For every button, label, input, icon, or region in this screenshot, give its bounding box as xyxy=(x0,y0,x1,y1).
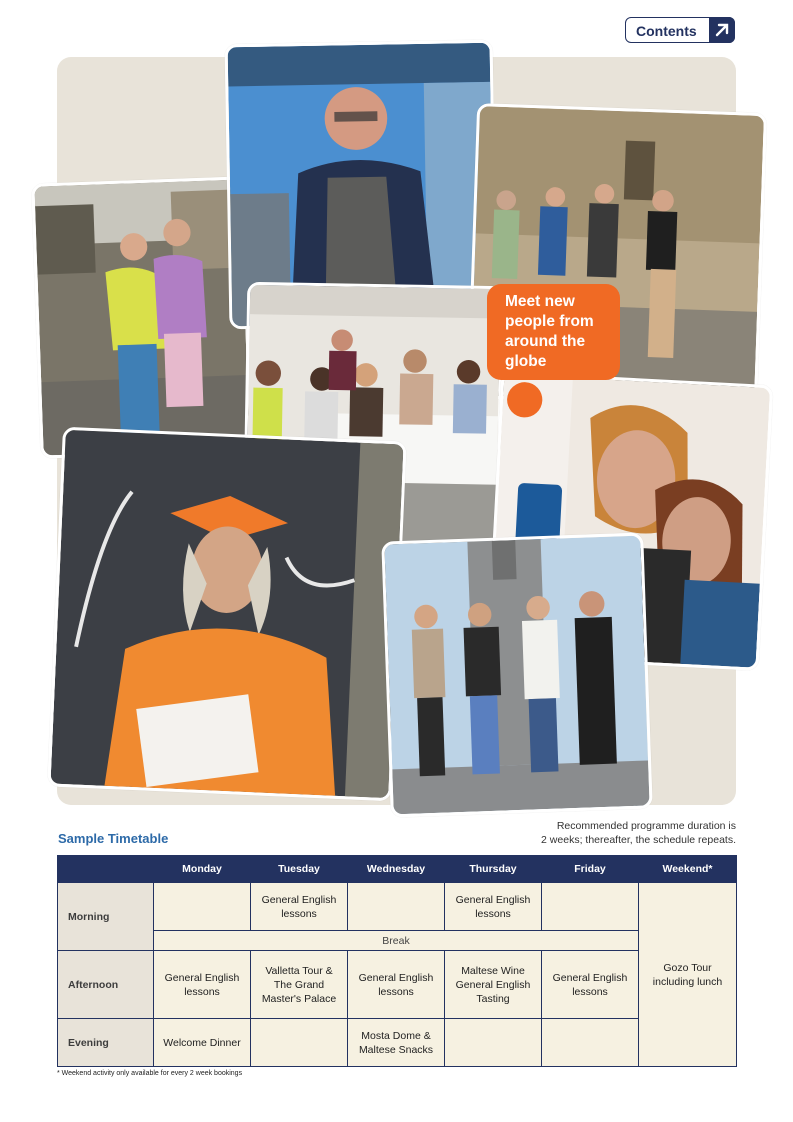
contents-label: Contents xyxy=(636,23,697,39)
timetable-note-line-2: 2 weeks; thereafter, the schedule repeats. xyxy=(541,834,736,846)
cell-morning-monday xyxy=(154,883,251,931)
cell-evening-tuesday xyxy=(251,1019,348,1067)
photo-street-friends xyxy=(31,176,252,458)
cell-morning-wednesday xyxy=(348,883,445,931)
cell-afternoon-thursday: Maltese Wine General English Tasting xyxy=(445,951,542,1019)
meet-people-callout xyxy=(487,284,620,380)
table-row-break xyxy=(58,931,737,951)
cell-afternoon-wednesday: General English lessons xyxy=(348,951,445,1019)
cell-break: Break xyxy=(154,931,639,951)
table-row-morning xyxy=(58,883,737,931)
header-tuesday: Tuesday xyxy=(251,856,348,883)
row-label-afternoon: Afternoon xyxy=(58,951,154,1019)
header-wednesday: Wednesday xyxy=(348,856,445,883)
header-weekend: Weekend* xyxy=(639,856,737,883)
callout-line-1: Meet new xyxy=(505,293,575,310)
cell-afternoon-tuesday: Valletta Tour & The Grand Master's Palace xyxy=(251,951,348,1019)
photo-graduate xyxy=(47,427,406,802)
timetable-title: Sample Timetable xyxy=(58,831,169,846)
cell-weekend-gozo: Gozo Tour including lunch xyxy=(639,883,737,1067)
cell-evening-wednesday: Mosta Dome & Maltese Snacks xyxy=(348,1019,445,1067)
header-thursday: Thursday xyxy=(445,856,542,883)
header-corner xyxy=(58,856,154,883)
timetable-header-row xyxy=(58,856,737,883)
cell-evening-friday xyxy=(542,1019,639,1067)
cell-afternoon-friday: General English lessons xyxy=(542,951,639,1019)
cell-evening-monday: Welcome Dinner xyxy=(154,1019,251,1067)
callout-line-2: people from xyxy=(505,313,594,330)
timetable xyxy=(57,855,737,1067)
table-row-afternoon xyxy=(58,951,737,1019)
cell-afternoon-monday: General English lessons xyxy=(154,951,251,1019)
cell-morning-friday xyxy=(542,883,639,931)
cell-evening-thursday xyxy=(445,1019,542,1067)
timetable-note-line-1: Recommended programme duration is xyxy=(556,820,736,832)
timetable-note xyxy=(496,819,736,847)
header-monday: Monday xyxy=(154,856,251,883)
timetable-footnote: * Weekend activity only available for every 2 week bookings xyxy=(57,1070,243,1077)
row-label-morning: Morning xyxy=(58,883,154,951)
table-row-evening xyxy=(58,1019,737,1067)
arrow-up-right-icon xyxy=(709,17,735,43)
photo-skyscraper-group xyxy=(381,533,652,818)
callout-line-3: around the xyxy=(505,333,586,350)
cell-morning-tuesday: General English lessons xyxy=(251,883,348,931)
cell-morning-thursday: General English lessons xyxy=(445,883,542,931)
row-label-evening: Evening xyxy=(58,1019,154,1067)
callout-line-4: globe xyxy=(505,353,547,370)
header-friday: Friday xyxy=(542,856,639,883)
contents-button[interactable] xyxy=(625,17,735,43)
